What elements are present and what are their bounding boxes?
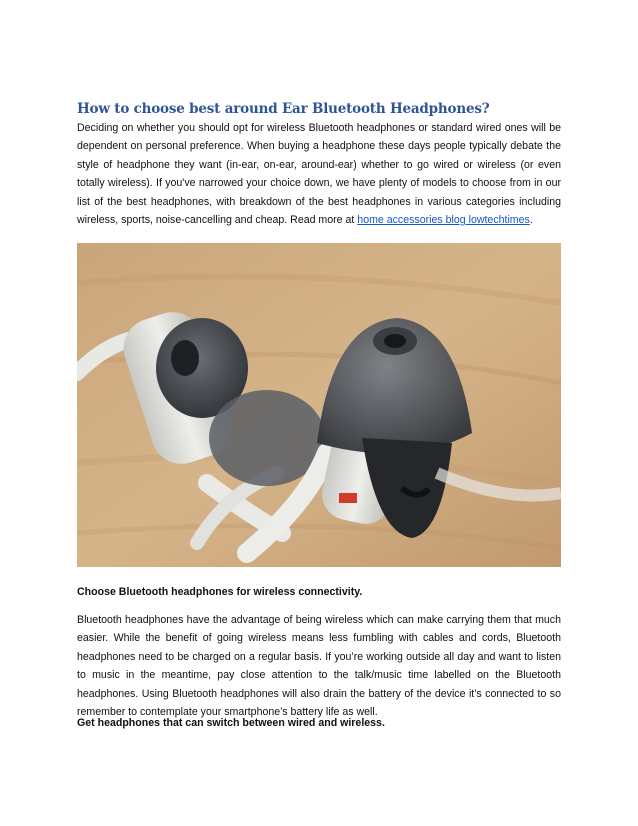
intro-paragraph [77,119,561,229]
section1-heading: Choose Bluetooth headphones for wireless connectivity. [77,586,363,598]
section2-heading: Get headphones that can switch between wired and wireless. [77,717,385,729]
intro-end: . [529,214,533,227]
article-title: How to choose best around Ear Bluetooth Headphones? [77,101,490,117]
earbuds-photo [77,243,561,567]
intro-text: Deciding on whether you should opt for wireless Bluetooth headphones or standard wired ones will be dependent on personal preference. When buying a headphone these days people typically debate the style of headphone they want (in-ear, on-ear, around-ear) whether to go wired or wireless (or even totally wireless). If you've narrowed your choice down, we have plenty of models to choose from in our list of the best headphones, with breakdown of the best headphones in various categories including wireless, sports, noise-cancelling and cheap. Read more at [77,122,561,227]
section1-paragraph: Bluetooth headphones have the advantage of being wireless which can make carrying them that much easier. While the benefit of going wireless means less fumbling with cables and cords, Bluetooth headphones need to be charged on a regular basis. If you’re working outside all day and want to listen to music in the meantime, pay close attention to the talk/music time labelled on the Bluetooth headphones. Using Bluetooth headphones will also drain the battery of the device it’s connected to so remember to contemplate your smartphone’s battery life as well. [77,614,561,719]
home-accessories-blog-link[interactable]: home accessories blog lowtechtimes [357,214,530,227]
